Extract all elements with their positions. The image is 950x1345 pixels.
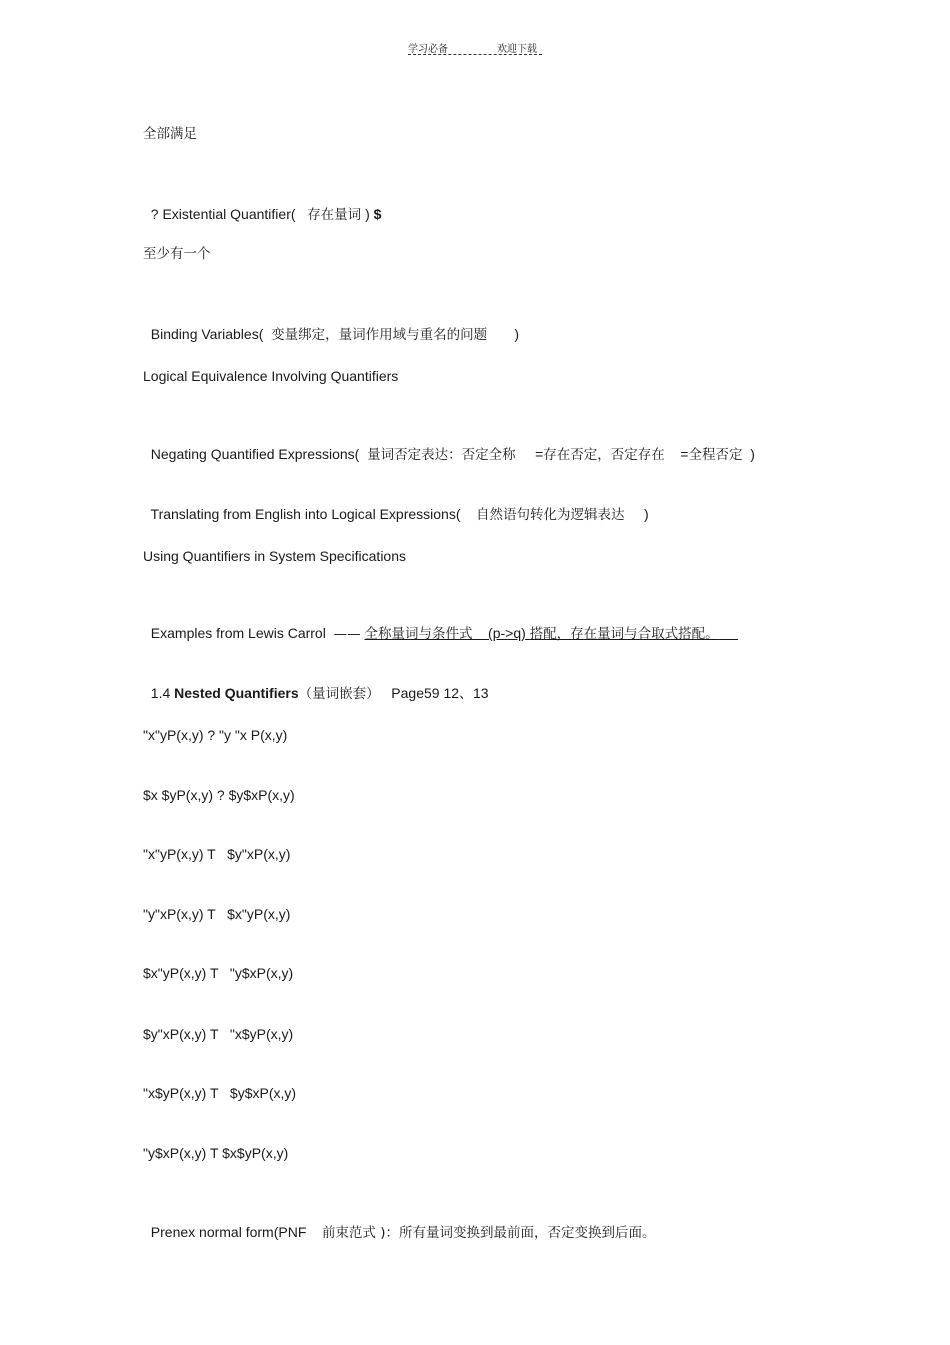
translating-cn: 自然语句转化为逻辑表达 — [476, 507, 625, 523]
header-left-text: 学习必备 — [408, 44, 448, 55]
nested-number: 1.4 — [150, 685, 175, 701]
existential-en: ? Existential Quantifier( — [150, 206, 308, 222]
existential-symbol: $ — [373, 206, 382, 222]
text-line-existential-quantifier — [143, 187, 381, 224]
translating-paren: ) — [624, 506, 649, 522]
text-line-nested-quantifiers — [143, 666, 489, 703]
negating-eq-1: = — [515, 446, 544, 462]
text-line-prenex-normal-form — [143, 1205, 656, 1242]
translating-en: Translating from English into Logical Expressions( — [150, 506, 477, 522]
header-right-text: 欢迎下载 — [497, 44, 537, 55]
lewis-dash: —— — [333, 626, 361, 642]
existential-paren: ) — [361, 206, 374, 222]
text-line-lewis-carrol — [143, 606, 738, 643]
text-line-binding-variables — [143, 307, 519, 344]
prenex-description: )：所有量词变换到最前面，否定变换到后面。 — [375, 1225, 656, 1241]
text-line-at-least-one: 至少有一个 — [143, 246, 211, 262]
formula-line-2: $x $yP(x,y) ? $y$xP(x,y) — [143, 787, 295, 803]
nested-cn: （量词嵌套） — [298, 686, 380, 702]
formula-line-1: "x"yP(x,y) ? "y "x P(x,y) — [143, 727, 288, 743]
text-line-all-satisfy: 全部满足 — [143, 126, 197, 142]
text-line-logical-equivalence: Logical Equivalence Involving Quantifiers — [143, 368, 399, 384]
binding-cn: 变量绑定，量词作用域与重名的问题 — [271, 327, 488, 343]
binding-en: Binding Variables( — [150, 326, 272, 342]
formula-line-6: $y"xP(x,y) T "x$yP(x,y) — [143, 1026, 294, 1042]
negating-en: Negating Quantified Expressions( — [150, 446, 368, 462]
binding-paren: ) — [487, 326, 520, 342]
formula-line-4: "y"xP(x,y) T $x"yP(x,y) — [143, 906, 291, 922]
lewis-underlined — [365, 625, 739, 641]
existential-cn: 存在量词 — [307, 207, 362, 223]
prenex-en: Prenex normal form(PNF — [150, 1224, 322, 1240]
negating-cn-1: 量词否定表达：否定全称 — [367, 447, 516, 463]
formula-line-5: $x"yP(x,y) T "y$xP(x,y) — [143, 965, 294, 981]
formula-line-8: "y$xP(x,y) T $x$yP(x,y) — [143, 1145, 289, 1161]
formula-line-3: "x"yP(x,y) T $y"xP(x,y) — [143, 846, 291, 862]
text-line-translating — [143, 487, 649, 524]
text-line-system-specifications: Using Quantifiers in System Specifications — [143, 548, 406, 564]
text-line-negating-quantified — [143, 427, 755, 464]
negating-cn-2: 存在否定，否定存在 — [543, 447, 665, 463]
header-dashed-rule — [408, 54, 542, 55]
negating-eq-2: = — [664, 446, 689, 462]
lewis-cn-1: 全称量词与条件式 — [364, 626, 473, 642]
lewis-formula: (p->q) — [472, 625, 530, 641]
page-header — [408, 38, 542, 56]
prenex-cn: 前束范式 — [321, 1225, 376, 1241]
negating-cn-3: 全程否定 — [688, 447, 743, 463]
nested-page-ref: Page59 12、13 — [379, 685, 489, 701]
formula-line-7: "x$yP(x,y) T $y$xP(x,y) — [143, 1085, 297, 1101]
nested-title: Nested Quantifiers — [174, 685, 299, 701]
lewis-cn-2: 搭配，存在量词与合取式搭配。 — [529, 626, 719, 642]
negating-paren: ) — [742, 446, 755, 462]
lewis-en: Examples from Lewis Carrol — [150, 625, 334, 641]
